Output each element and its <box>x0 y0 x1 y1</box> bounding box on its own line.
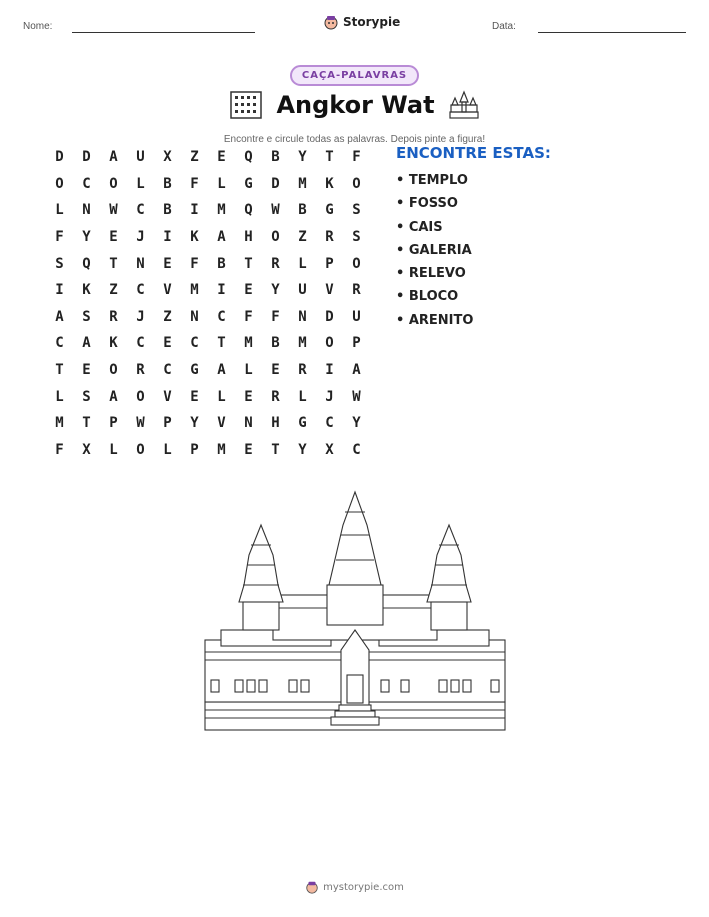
grid-letter[interactable]: B <box>217 255 226 272</box>
grid-letter[interactable]: Y <box>190 415 199 432</box>
grid-letter[interactable]: H <box>271 415 280 432</box>
grid-letter[interactable]: E <box>271 362 280 379</box>
grid-letter[interactable]: R <box>271 255 280 272</box>
grid-letter[interactable]: A <box>109 388 118 405</box>
grid-letter[interactable]: P <box>109 415 118 432</box>
grid-letter[interactable]: R <box>352 282 361 299</box>
grid-letter[interactable]: S <box>352 202 361 219</box>
grid-letter[interactable]: O <box>136 388 145 405</box>
grid-letter[interactable]: Y <box>298 149 307 166</box>
grid-letter[interactable]: T <box>82 415 91 432</box>
grid-letter[interactable]: E <box>163 335 172 352</box>
grid-letter[interactable]: B <box>298 202 307 219</box>
grid-letter[interactable]: I <box>217 282 226 299</box>
grid-letter[interactable]: C <box>136 335 145 352</box>
grid-letter[interactable]: E <box>217 149 226 166</box>
grid-letter[interactable]: P <box>163 415 172 432</box>
grid-letter[interactable]: G <box>244 175 253 192</box>
grid-letter[interactable]: L <box>55 202 64 219</box>
grid-letter[interactable]: P <box>190 441 199 458</box>
grid-letter[interactable]: F <box>352 149 361 166</box>
grid-letter[interactable]: A <box>217 229 226 246</box>
grid-letter[interactable]: F <box>190 255 199 272</box>
grid-letter[interactable]: G <box>298 415 307 432</box>
grid-letter[interactable]: I <box>325 362 334 379</box>
grid-letter[interactable]: U <box>136 149 145 166</box>
word-list-item: • TEMPLO <box>396 173 468 188</box>
grid-letter[interactable]: B <box>163 202 172 219</box>
grid-letter[interactable]: L <box>109 441 118 458</box>
grid-letter[interactable]: E <box>244 282 253 299</box>
grid-letter[interactable]: V <box>217 415 226 432</box>
grid-letter[interactable]: R <box>271 388 280 405</box>
word-list-item: • GALERIA <box>396 242 472 258</box>
grid-letter[interactable]: N <box>82 202 91 219</box>
angkor-wat-coloring-picture[interactable] <box>203 490 507 732</box>
grid-letter[interactable]: Z <box>109 282 118 299</box>
grid-letter[interactable]: Y <box>352 415 361 432</box>
grid-letter[interactable]: J <box>325 388 334 405</box>
grid-letter[interactable]: F <box>190 175 199 192</box>
grid-letter[interactable]: Z <box>190 149 199 166</box>
grid-letter[interactable]: S <box>82 308 91 325</box>
grid-letter[interactable]: F <box>271 308 280 325</box>
grid-letter[interactable]: N <box>244 415 253 432</box>
grid-letter[interactable]: R <box>109 308 118 325</box>
grid-letter[interactable]: Q <box>244 202 253 219</box>
grid-letter[interactable]: F <box>55 229 64 246</box>
grid-letter[interactable]: N <box>298 308 307 325</box>
grid-letter[interactable]: O <box>352 175 361 192</box>
grid-letter[interactable]: C <box>325 415 334 432</box>
word-list-item: • CAIS <box>396 219 443 235</box>
grid-letter[interactable]: O <box>109 175 118 192</box>
grid-letter[interactable]: S <box>55 255 64 272</box>
grid-letter[interactable]: K <box>190 229 199 246</box>
grid-letter[interactable]: K <box>325 175 334 192</box>
grid-letter[interactable]: T <box>244 255 253 272</box>
word-list-item: • RELEVO <box>396 266 466 282</box>
grid-letter[interactable]: L <box>163 441 172 458</box>
word-list-item: • FOSSO <box>396 196 458 212</box>
grid-letter[interactable]: R <box>298 362 307 379</box>
grid-letter[interactable]: D <box>55 149 64 166</box>
grid-letter[interactable]: R <box>136 362 145 379</box>
grid-letter[interactable]: K <box>109 335 118 352</box>
grid-letter[interactable]: O <box>352 255 361 272</box>
grid-letter[interactable]: Y <box>82 229 91 246</box>
grid-letter[interactable]: L <box>136 175 145 192</box>
grid-letter[interactable]: V <box>325 282 334 299</box>
puzzle-type-badge: CAÇA-PALAVRAS <box>290 65 419 86</box>
grid-letter[interactable]: N <box>136 255 145 272</box>
grid-letter[interactable]: L <box>217 388 226 405</box>
name-label: Nome: <box>23 21 53 32</box>
grid-letter[interactable]: Z <box>298 229 307 246</box>
grid-letter[interactable]: V <box>163 388 172 405</box>
word-list-heading: ENCONTRE ESTAS: <box>396 144 551 162</box>
temple-icon <box>449 90 479 120</box>
grid-letter[interactable]: M <box>298 335 307 352</box>
grid-letter[interactable]: S <box>82 388 91 405</box>
grid-letter[interactable]: L <box>55 388 64 405</box>
grid-letter[interactable]: F <box>55 441 64 458</box>
grid-letter[interactable]: E <box>190 388 199 405</box>
grid-letter[interactable]: L <box>217 175 226 192</box>
grid-letter[interactable]: M <box>55 415 64 432</box>
name-line[interactable] <box>72 32 255 33</box>
grid-letter[interactable]: A <box>109 149 118 166</box>
grid-letter[interactable]: E <box>109 229 118 246</box>
word-list-item: • ARENITO <box>396 312 474 328</box>
grid-letter[interactable]: T <box>55 362 64 379</box>
grid-letter[interactable]: O <box>136 441 145 458</box>
grid-letter[interactable]: W <box>109 202 118 219</box>
grid-letter[interactable]: C <box>163 362 172 379</box>
grid-letter[interactable]: O <box>55 175 64 192</box>
grid-letter[interactable]: C <box>82 175 91 192</box>
word-search-grid-icon <box>230 91 262 119</box>
date-label: Data: <box>492 21 516 32</box>
storypie-logo-icon <box>323 14 339 30</box>
grid-letter[interactable]: M <box>190 282 199 299</box>
grid-letter[interactable]: O <box>325 335 334 352</box>
grid-letter[interactable]: D <box>271 175 280 192</box>
grid-letter[interactable]: D <box>325 308 334 325</box>
grid-letter[interactable]: C <box>55 335 64 352</box>
brand-name: Storypie <box>343 15 401 29</box>
grid-letter[interactable]: J <box>136 229 145 246</box>
word-list <box>396 144 551 332</box>
grid-letter[interactable]: X <box>82 441 91 458</box>
grid-letter[interactable]: W <box>136 415 145 432</box>
grid-letter[interactable]: S <box>352 229 361 246</box>
grid-letter[interactable]: A <box>55 308 64 325</box>
grid-letter[interactable]: N <box>190 308 199 325</box>
grid-letter[interactable]: M <box>244 335 253 352</box>
word-list-item: • BLOCO <box>396 289 459 305</box>
grid-letter[interactable]: T <box>109 255 118 272</box>
grid-letter[interactable]: M <box>217 441 226 458</box>
grid-letter[interactable]: P <box>352 335 361 352</box>
grid-letter[interactable]: E <box>163 255 172 272</box>
grid-letter[interactable]: M <box>298 175 307 192</box>
grid-letter[interactable]: C <box>190 335 199 352</box>
grid-letter[interactable]: I <box>190 202 199 219</box>
grid-letter[interactable]: O <box>271 229 280 246</box>
footer-brand <box>305 880 404 894</box>
grid-letter[interactable]: L <box>244 362 253 379</box>
grid-letter[interactable]: D <box>82 149 91 166</box>
grid-letter[interactable]: L <box>298 388 307 405</box>
grid-letter[interactable]: B <box>271 335 280 352</box>
grid-letter[interactable]: M <box>217 202 226 219</box>
grid-letter[interactable]: X <box>325 441 334 458</box>
grid-letter[interactable]: U <box>352 308 361 325</box>
grid-letter[interactable]: I <box>163 229 172 246</box>
grid-letter[interactable]: Y <box>271 282 280 299</box>
grid-letter[interactable]: H <box>244 229 253 246</box>
page-title: Angkor Wat <box>276 91 435 119</box>
grid-letter[interactable]: A <box>82 335 91 352</box>
grid-letter[interactable]: G <box>190 362 199 379</box>
storypie-logo-icon <box>305 880 319 894</box>
grid-letter[interactable]: B <box>163 175 172 192</box>
grid-letter[interactable]: P <box>325 255 334 272</box>
grid-letter[interactable]: K <box>82 282 91 299</box>
grid-letter[interactable]: A <box>217 362 226 379</box>
grid-letter[interactable]: V <box>163 282 172 299</box>
grid-letter[interactable]: W <box>352 388 361 405</box>
grid-letter[interactable]: X <box>163 149 172 166</box>
grid-letter[interactable]: Q <box>82 255 91 272</box>
grid-letter[interactable]: E <box>82 362 91 379</box>
grid-letter[interactable]: E <box>244 388 253 405</box>
grid-letter[interactable]: T <box>217 335 226 352</box>
footer-url: mystorypie.com <box>323 881 404 893</box>
word-search-grid[interactable] <box>46 144 370 463</box>
grid-letter[interactable]: O <box>109 362 118 379</box>
grid-letter[interactable]: G <box>325 202 334 219</box>
grid-letter[interactable]: T <box>325 149 334 166</box>
grid-letter[interactable]: W <box>271 202 280 219</box>
brand-logo <box>323 14 400 30</box>
grid-letter[interactable]: Q <box>244 149 253 166</box>
date-line[interactable] <box>538 32 686 33</box>
grid-letter[interactable]: I <box>55 282 64 299</box>
grid-letter[interactable]: C <box>136 202 145 219</box>
grid-letter[interactable]: F <box>244 308 253 325</box>
grid-letter[interactable]: J <box>136 308 145 325</box>
grid-letter[interactable]: C <box>352 441 361 458</box>
grid-letter[interactable]: B <box>271 149 280 166</box>
grid-letter[interactable]: U <box>298 282 307 299</box>
instructions-text: Encontre e circule todas as palavras. Depois pinte a figura! <box>223 134 486 145</box>
grid-letter[interactable]: R <box>325 229 334 246</box>
grid-letter[interactable]: A <box>352 362 361 379</box>
grid-letter[interactable]: Y <box>298 441 307 458</box>
grid-letter[interactable]: C <box>217 308 226 325</box>
grid-letter[interactable]: L <box>298 255 307 272</box>
grid-letter[interactable]: E <box>244 441 253 458</box>
grid-letter[interactable]: C <box>136 282 145 299</box>
grid-letter[interactable]: T <box>271 441 280 458</box>
grid-letter[interactable]: Z <box>163 308 172 325</box>
